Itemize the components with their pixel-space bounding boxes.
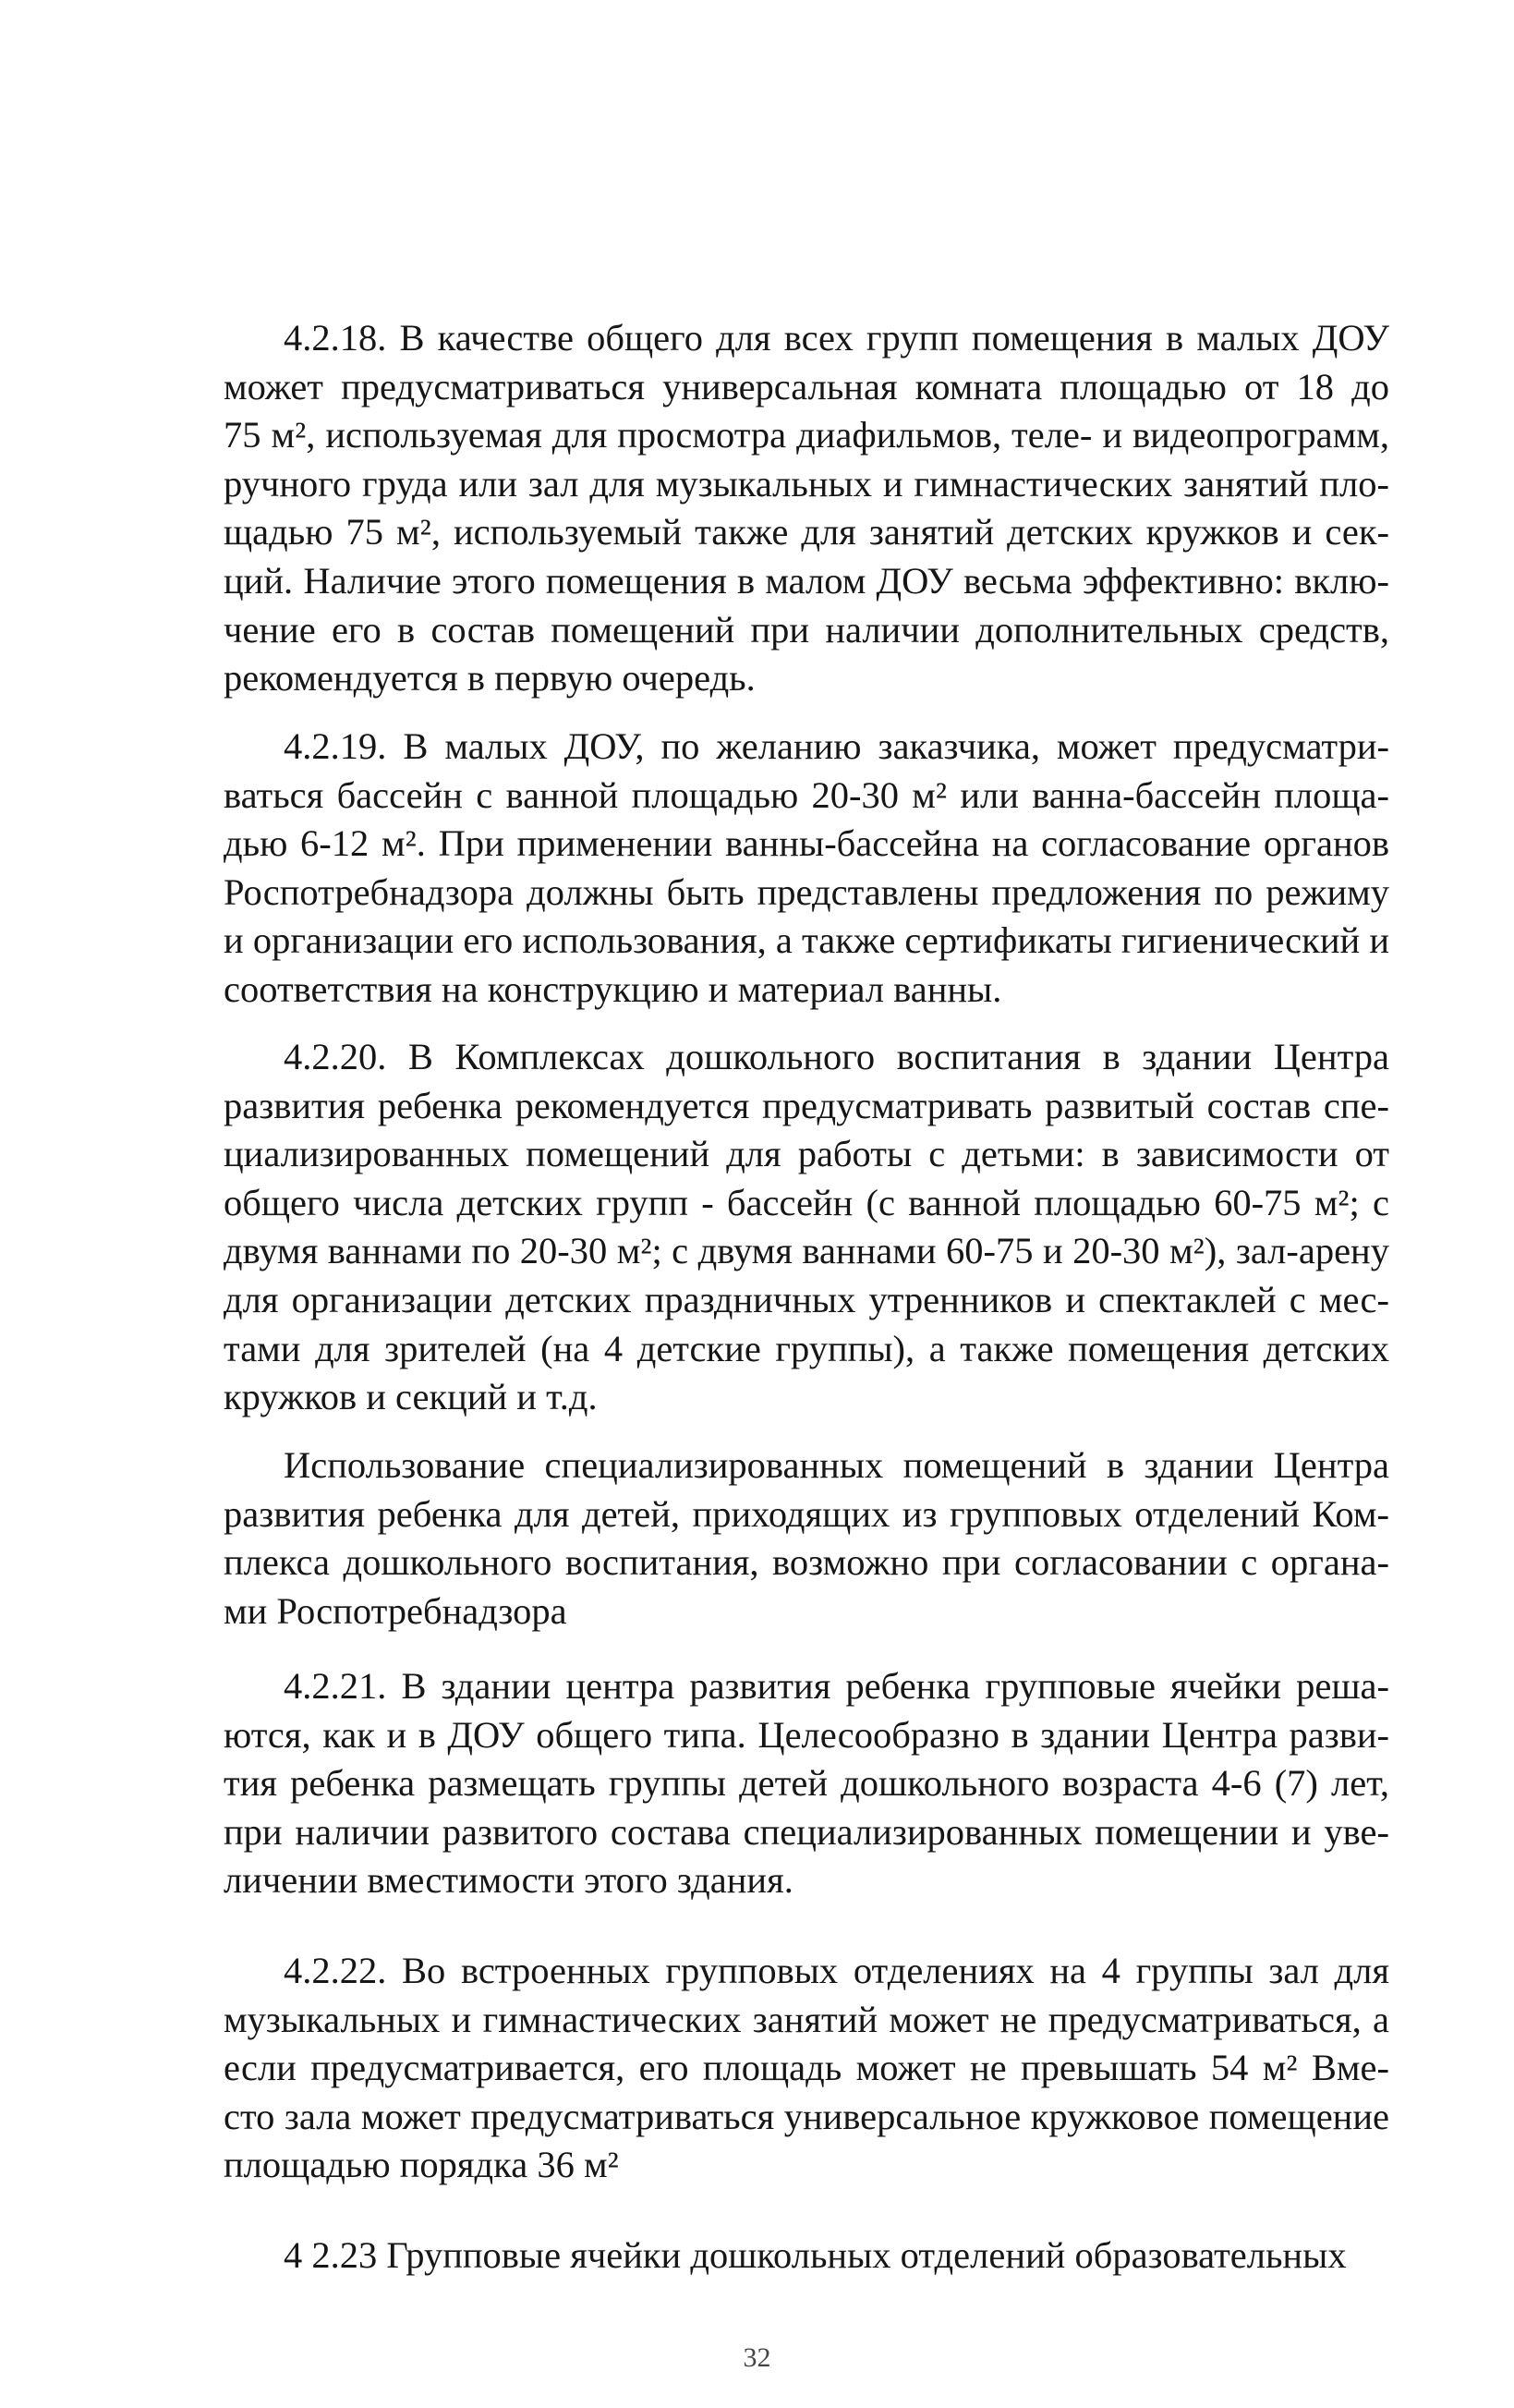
text-line: развития ребенка для детей, приходящих из групповых отделений Ком- <box>224 1492 1389 1535</box>
text-line: тия ребенка размещать группы детей дошкольного возраста 4-6 (7) лет, <box>224 1762 1389 1805</box>
text-line: ются, как и в ДОУ общего типа. Целесообразно в здании Центра разви- <box>224 1713 1389 1756</box>
text-line: сто зала может предусматриваться универсальное кружковое помещение <box>224 2095 1389 2137</box>
text-line: чение его в состав помещений при наличии дополнительных средств, <box>224 608 1389 651</box>
text-line: общего числа детских групп - бассейн (с ванной площадью 60-75 м²; с <box>224 1181 1389 1223</box>
text-line: если предусматривается, его площадь может не превышать 54 м² Вме- <box>224 2047 1389 2089</box>
text-line: 4.2.20. В Комплексах дошкольного воспитания в здании Центра <box>284 1036 1389 1077</box>
text-line: музыкальных и гимнастических занятий может не предусматриваться, а <box>224 1998 1389 2040</box>
text-line: рекомендуется в первую очередь. <box>224 657 756 699</box>
paragraph-4-2-22 <box>224 1947 1389 2190</box>
text-line: для организации детских праздничных утренников и спектаклей с мес- <box>224 1278 1389 1320</box>
text-line: ваться бассейн с ванной площадью 20-30 м² или ванна-бассейн площа- <box>224 773 1389 816</box>
text-line: циализированных помещений для работы с детьми: в зависимости от <box>224 1133 1389 1175</box>
paragraph-4-2-21 <box>224 1662 1389 1905</box>
text-line: ми Роспотребнадзора <box>224 1589 567 1632</box>
paragraph-4-2-18 <box>224 314 1389 703</box>
paragraph-4-2-23 <box>224 2232 1389 2280</box>
text-line: дью 6-12 м². При применении ванны-бассейна на согласование органов <box>224 822 1389 865</box>
text-line: площадью порядка 36 м² <box>224 2144 619 2186</box>
paragraph-usage-specialized-rooms <box>224 1441 1389 1636</box>
text-line: 75 м², используемая для просмотра диафильмов, теле- и видеопрограмм, <box>224 414 1389 456</box>
text-line: 4.2.21. В здании центра развития ребенка групповые ячейки реша- <box>284 1665 1389 1707</box>
text-line: личении вместимости этого здания. <box>224 1859 793 1902</box>
text-line: ручного груда или зал для музыкальных и гимнастических занятий пло- <box>224 462 1389 505</box>
text-line: щадью 75 м², используемый также для занятий детских кружков и сек- <box>224 511 1389 553</box>
text-line: 4 2.23 Групповые ячейки дошкольных отделений образовательных <box>284 2234 1347 2276</box>
text-line: кружков и секций и т.д. <box>224 1376 598 1418</box>
paragraph-4-2-19 <box>224 723 1389 1015</box>
text-line: 4.2.19. В малых ДОУ, по желанию заказчика, может предусматри- <box>284 725 1389 767</box>
text-line: развития ребенка рекомендуется предусматривать развитый состав спе- <box>224 1084 1389 1126</box>
text-line: может предусматриваться универсальная комната площадью от 18 до <box>224 365 1389 407</box>
text-line: и организации его использования, а также сертификаты гигиенический и <box>224 919 1389 962</box>
paragraph-4-2-20 <box>224 1033 1389 1422</box>
text-line: тами для зрителей (на 4 детские группы), а также помещения детских <box>224 1327 1389 1369</box>
page-number: 32 <box>743 2342 771 2373</box>
text-line: Роспотребнадзора должны быть представлены предложения по режиму <box>224 870 1389 913</box>
text-line: 4.2.22. Во встроенных групповых отделениях на 4 группы зал для <box>284 1950 1389 1991</box>
text-line: соответствия на конструкцию и материал ванны. <box>224 967 1002 1010</box>
text-line: ций. Наличие этого помещения в малом ДОУ весьма эффективно: вклю- <box>224 559 1389 602</box>
text-line: Использование специализированных помещений в здании Центра <box>284 1444 1389 1486</box>
text-line: плекса дошкольного воспитания, возможно при согласовании с органа- <box>224 1541 1389 1584</box>
text-line: при наличии развитого состава специализированных помещении и уве- <box>224 1810 1389 1853</box>
text-line: двумя ваннами по 20-30 м²; с двумя ваннами 60-75 и 20-30 м²), зал-арену <box>224 1230 1389 1272</box>
text-line: 4.2.18. В качестве общего для всех групп помещения в малых ДОУ <box>284 317 1389 359</box>
